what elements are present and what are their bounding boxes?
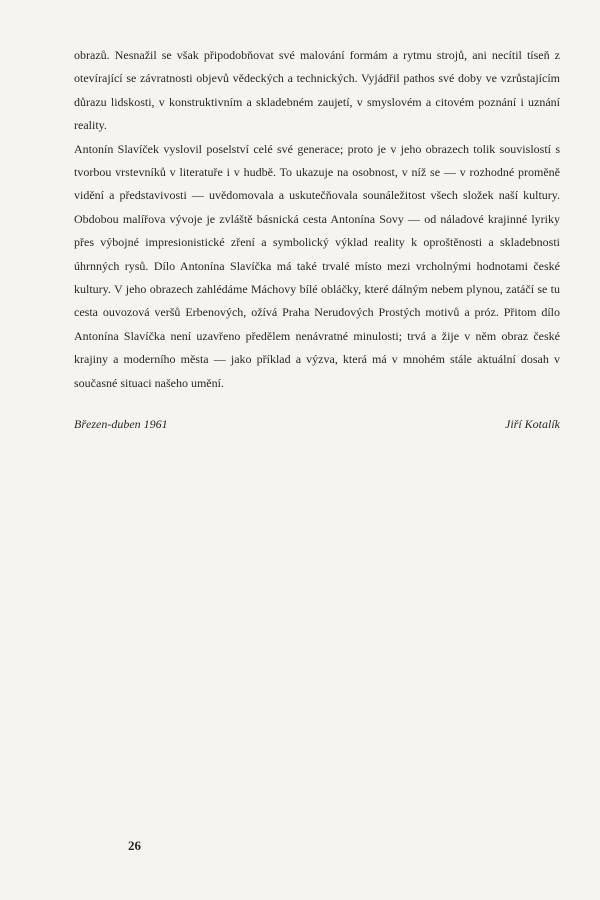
date-line: Březen-duben 1961 <box>74 417 168 431</box>
paragraph-2: Antonín Slavíček vyslovil poselství celé své generace; proto je v jeho obrazech tolik souvislostí s tvorbou vrstevníků v literatuře i v hudbě. To ukazuje na osobnost, v níž se — v rozhodné proměně vidění a představivosti — uvědomovala a uskutečňovala sounáležitost všech složek naší kultury. Obdobou malířova vývoje je zvláště básnická cesta Antonína Sovy — od náladové krajinné lyriky přes výbojné impresionistické zření a symbolický výklad reality k oproštěnosti a skladebnosti úhrnných rysů. Dílo Antonína Slavíčka má také trvalé místo mezi vrcholnými hodnotami české kultury. V jeho obrazech zahlédáme Máchovy bílé obláčky, které dálným nebem plynou, zatáčí se tu cesta ouvozová veršů Erbenových, ožívá Praha Nerudových Prostých motivů a próz. Přitom dílo Antonína Slavíčka není uzavřeno předělem nenávratné minulosti; trvá a žije v něm obraz české krajiny a moderního města — jako příklad a výzva, která má v mnohém stále aktuální dosah v současné situaci našeho umění. <box>74 141 560 390</box>
body-text <box>74 44 560 395</box>
page-number: 26 <box>128 838 141 853</box>
author-signature: Jiří Kotalík <box>505 417 560 431</box>
paragraph-1: obrazů. Nesnažil se však připodobňovat své malování formám a rytmu strojů, ani necítil tíseň z otevírající se závratnosti objevů vědeckých a technických. Vyjádřil pathos své doby ve vzrůstajícím důrazu lidskosti, v konstruktivním a skladebném zaujetí, v smyslovém a citovém poznání i uznání reality. <box>74 48 560 133</box>
closing-line <box>74 417 560 432</box>
